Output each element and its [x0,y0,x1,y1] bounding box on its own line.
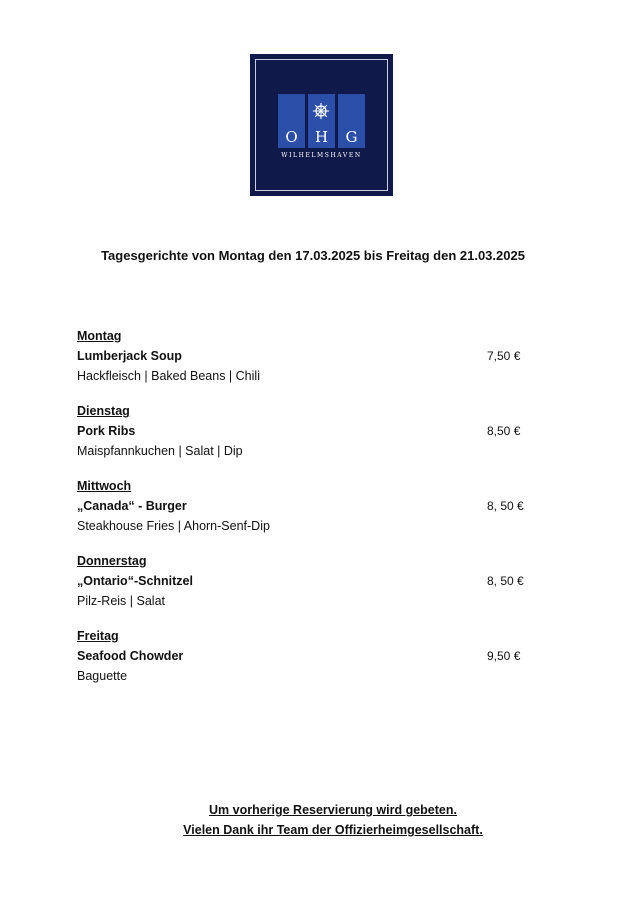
dish-price: 7,50 € [487,349,521,363]
day-name: Donnerstag [77,554,147,568]
dish-price: 9,50 € [487,649,521,663]
day-wednesday [77,476,527,536]
logo-letter-h: H [314,128,329,146]
dish-name: Pork Ribs [77,424,136,438]
day-name: Freitag [77,629,119,643]
dish-name: Lumberjack Soup [77,349,182,363]
dish-price: 8, 50 € [487,574,524,588]
dish-name: „Ontario“-Schnitzel [77,574,193,588]
day-name: Dienstag [77,404,130,418]
dish-row [77,496,527,516]
reservation-note [0,800,644,840]
thanks-line: Vielen Dank ihr Team der Offizierheimgesellschaft. [183,823,483,837]
dish-sides: Pilz-Reis | Salat [77,594,165,608]
day-monday [77,326,527,386]
dish-row [77,646,527,666]
day-name: Mittwoch [77,479,132,493]
logo-letter-g: G [345,128,358,146]
logo-city: WILHELMSHAVEN [281,152,362,159]
dish-sides: Baguette [77,669,128,683]
day-tuesday [77,401,527,461]
dish-sides: Hackfleisch | Baked Beans | Chili [77,369,260,383]
day-friday [77,626,527,686]
dish-name: Seafood Chowder [77,649,184,663]
dish-row [77,421,527,441]
dish-row [77,346,527,366]
dish-sides: Steakhouse Fries | Ahorn-Senf-Dip [77,519,270,533]
logo-letters [278,128,365,146]
ship-wheel-icon [312,102,330,120]
day-thursday [77,551,527,611]
daily-menu [77,326,527,701]
day-name: Montag [77,329,122,343]
dish-name: „Canada“ - Burger [77,499,187,513]
dish-price: 8,50 € [487,424,521,438]
dish-sides: Maispfannkuchen | Salat | Dip [77,444,243,458]
dish-row [77,571,527,591]
logo-letter-o: O [285,128,298,146]
menu-heading: Tagesgerichte von Montag den 17.03.2025 bis Freitag den 21.03.2025 [101,248,525,263]
ohg-logo [250,54,393,196]
dish-price: 8, 50 € [487,499,524,513]
reservation-line: Um vorherige Reservierung wird gebeten. [209,803,457,817]
